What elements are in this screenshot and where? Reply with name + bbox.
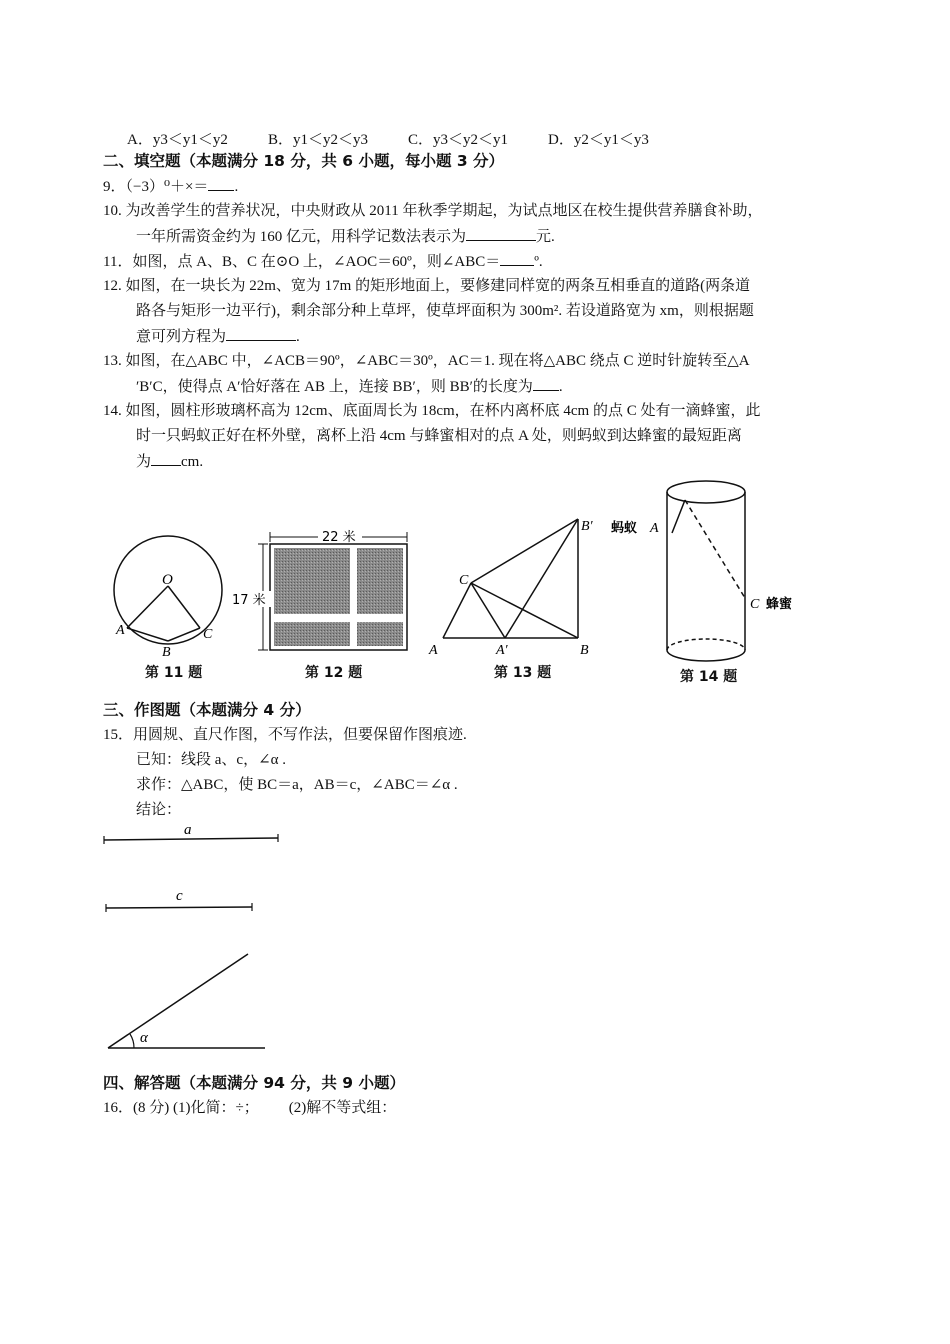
q11: 11．如图，点 A、B、C 在⊙O 上，∠AOC＝60º，则∠ABC＝ º. [103,251,543,272]
fig13-caption: 第 13 题 [494,665,552,681]
fig14-label-a: A [650,521,659,536]
fig12-height-label: 17 米 [232,593,266,608]
q14-line2: 时一只蚂蚁正好在杯外壁，离杯上沿 4cm 与蜂蜜相对的点 A 处，则蚂蚁到达蜂蜜的最短距离 [136,428,742,444]
section3-title: 三、作图题（本题满分 4 分） [103,701,311,719]
fig11-caption: 第 11 题 [145,665,203,681]
fig14-label-c: C [750,597,760,612]
option-a: A．y3＜y1＜y2 [127,132,228,148]
figure-14 [611,481,792,661]
fig12-width-label: 22 米 [322,530,356,545]
option-c: C．y3＜y2＜y1 [408,132,509,148]
fig13-label-a: A [429,643,438,658]
fig14-ant-label: 蚂蚁 [611,521,638,536]
fig13-label-a-prime: A′ [496,643,508,658]
figure-11 [114,536,222,660]
fig13-label-b-prime: B′ [581,519,593,534]
figure-13 [428,519,594,658]
segment-a [104,822,278,844]
q15-conclusion: 结论： [136,802,182,818]
q15-line1: 15．用圆规、直尺作图，不写作法，但要保留作图痕迹. [103,727,467,743]
fig14-honey-label: 蜂蜜 [766,597,793,612]
q15-find: 求作：△ABC，使 BC＝a，AB＝c，∠ABC＝∠α . [136,777,458,793]
fig14-caption: 第 14 题 [680,669,738,685]
fig11-label-b: B [162,645,171,660]
q10-line1: 10. 为改善学生的营养状况，中央财政从 2011 年秋季学期起，为试点地区在校生提供营养膳食补助， [103,203,763,219]
q15-given: 已知：线段 a、c，∠α . [136,752,286,768]
q14-line3: 为 cm. [136,451,203,472]
q13-line1: 13. 如图，在△ABC 中，∠ACB＝90º，∠ABC＝30º，AC＝1. 现在将△ABC 绕点 C 逆时针旋转至△A [103,353,750,369]
q10-line2: 一年所需资金约为 160 亿元，用科学记数法表示为 元. [136,226,555,247]
fig11-label-a: A [116,623,125,638]
fig12-caption: 第 12 题 [305,665,363,681]
segment-a-label: a [184,822,192,838]
q12-line3: 意可列方程为 . [136,326,300,347]
section2-title: 二、填空题（本题满分 18 分，共 6 小题，每小题 3 分） [103,152,505,170]
segment-c-label: c [176,888,183,904]
fig13-label-b: B [580,643,589,658]
fig13-label-c: C [459,573,469,588]
q14-line1: 14. 如图，圆柱形玻璃杯高为 12cm、底面周长为 18cm，在杯内离杯底 4cm 的点 C 处有一滴蜂蜜，此 [103,403,761,419]
fig11-label-o: O [162,572,173,588]
fig11-label-c: C [203,627,213,642]
q13-line2: ′B′C，使得点 A′恰好落在 AB 上，连接 BB′，则 BB′的长度为 . [136,376,563,397]
q9: 9．（−3）⁰＋×＝ . [103,176,238,197]
segment-c [106,888,252,912]
option-d: D．y2＜y1＜y3 [548,132,649,148]
q12-line1: 12. 如图，在一块长为 22m、宽为 17m 的矩形地面上，要修建同样宽的两条互相垂直的道路(两条道 [103,278,751,294]
section4-title: 四、解答题（本题满分 94 分，共 9 小题） [103,1074,405,1092]
figure-12 [232,529,407,650]
q16: 16．(8 分) (1)化简：÷； (2)解不等式组： [103,1100,397,1116]
angle-alpha [108,954,265,1048]
q12-line2: 路各与矩形一边平行)，剩余部分种上草坪，使草坪面积为 300m². 若设道路宽为 xm，则根据题 [136,303,754,319]
angle-alpha-label: α [140,1030,148,1046]
option-b: B．y1＜y2＜y3 [268,132,369,148]
